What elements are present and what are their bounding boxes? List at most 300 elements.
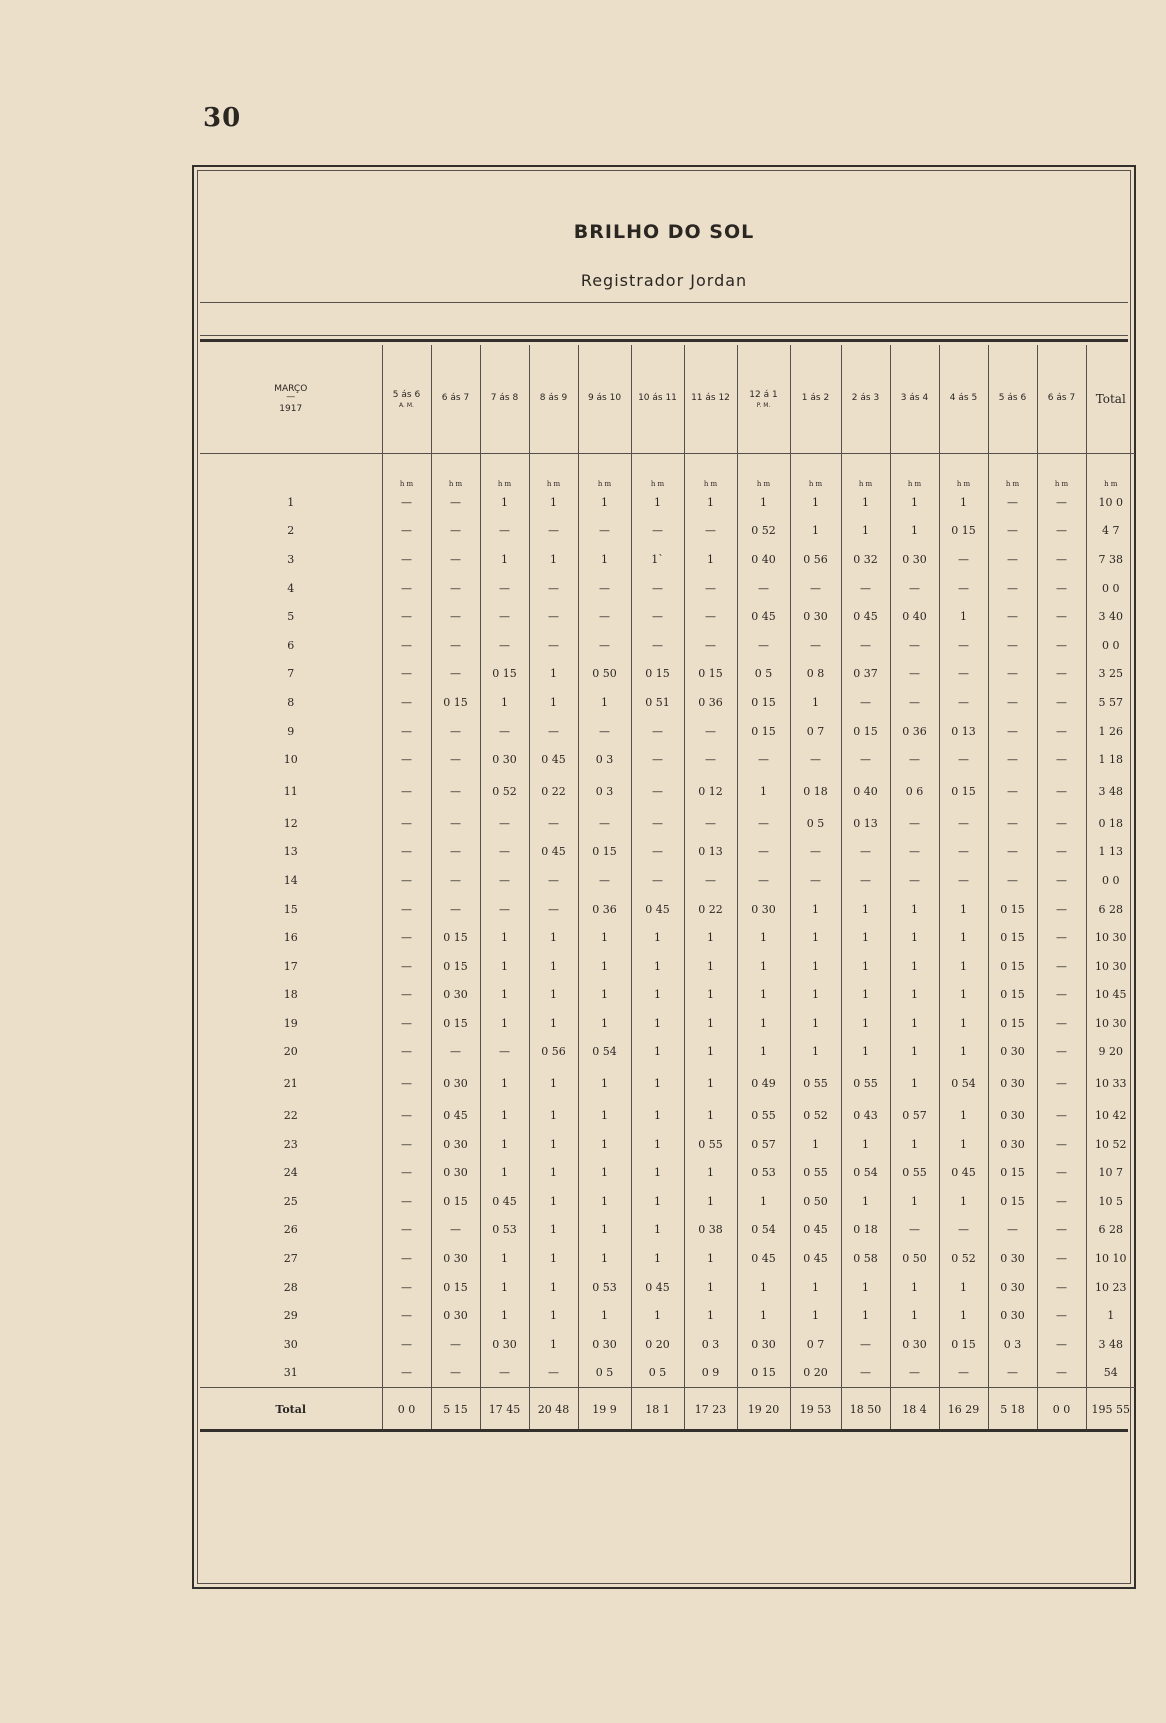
row-total-cell: 1 18 (1086, 745, 1135, 774)
hour-cell: — (382, 1187, 431, 1216)
hour-cell: 1 (841, 1009, 890, 1038)
day-cell: 8 (287, 695, 295, 709)
hour-cell: 0 52 (790, 1101, 841, 1130)
hour-cell: 1 (841, 981, 890, 1010)
hour-cell: — (988, 838, 1037, 867)
hour-cell: — (1037, 745, 1086, 774)
hour-cell: 1 (939, 1187, 988, 1216)
hour-cell: — (382, 774, 431, 809)
hour-cell: 0 38 (684, 1216, 737, 1245)
hour-cell: — (480, 809, 529, 838)
hour-cell: — (382, 981, 431, 1010)
hour-cell: — (1037, 1130, 1086, 1159)
unit-cell: h m (841, 454, 890, 489)
hour-cell: 0 6 (890, 774, 939, 809)
table-row (200, 574, 1135, 603)
hour-cell: 0 13 (684, 838, 737, 867)
hour-cell: 1 (790, 1038, 841, 1067)
table-row (200, 745, 1135, 774)
hour-cell: — (939, 745, 988, 774)
hour-cell: 1 (790, 1009, 841, 1038)
hour-cell: — (431, 1359, 480, 1388)
day-cell: 10 (283, 753, 298, 767)
page-title: BRILHO DO SOL (573, 221, 755, 243)
hour-cell: 1 (841, 488, 890, 517)
hour-cell: 1 (578, 1066, 631, 1101)
hour-cell: — (529, 574, 578, 603)
hour-cell: — (841, 1330, 890, 1359)
column-total-cell: 19 9 (578, 1388, 631, 1431)
hour-cell: 0 3 (684, 1330, 737, 1359)
hour-cell: — (939, 545, 988, 574)
day-cell: 26 (283, 1223, 298, 1237)
hour-cell: 1 (684, 923, 737, 952)
hour-cell: — (790, 574, 841, 603)
hour-cell: 0 30 (737, 895, 790, 924)
header-block (194, 167, 1134, 342)
unit-cell: h m (790, 454, 841, 489)
hour-cell: 0 45 (631, 895, 684, 924)
hour-cell: 0 36 (890, 717, 939, 746)
hour-cell: 1 (529, 1066, 578, 1101)
hour-cell: 1 (790, 952, 841, 981)
grand-total-cell: 195 55 (1086, 1388, 1135, 1431)
hour-cell: — (382, 545, 431, 574)
hour-cell: 1 (480, 923, 529, 952)
hour-cell: — (1037, 1359, 1086, 1388)
hour-cell: — (1037, 1330, 1086, 1359)
hour-cell: 1 (684, 1187, 737, 1216)
hour-cell: — (684, 717, 737, 746)
hour-cell: — (841, 574, 890, 603)
hour-cell: — (1037, 838, 1086, 867)
hour-cell: 0 53 (578, 1273, 631, 1302)
column-total-cell: 5 15 (431, 1388, 480, 1431)
hour-cell: 0 52 (480, 774, 529, 809)
table-row (200, 1359, 1135, 1388)
col-header-10: 3 ás 4 (890, 345, 939, 454)
column-total-cell: 5 18 (988, 1388, 1037, 1431)
hour-cell: 1 (737, 1009, 790, 1038)
hour-cell: 1 (737, 952, 790, 981)
hour-cell: — (1037, 1187, 1086, 1216)
row-total-cell: 0 18 (1086, 809, 1135, 838)
hour-cell: 0 22 (529, 774, 578, 809)
hour-cell: — (431, 1216, 480, 1245)
table-row (200, 631, 1135, 660)
table-frame (192, 165, 1136, 1589)
row-total-cell: 0 0 (1086, 574, 1135, 603)
hour-cell: — (841, 838, 890, 867)
hour-cell: 1 (939, 981, 988, 1010)
hour-cell: 0 30 (737, 1330, 790, 1359)
hour-cell: 1 (737, 1301, 790, 1330)
hour-cell: 1 (684, 1158, 737, 1187)
hour-cell: 1 (529, 1009, 578, 1038)
hour-cell: — (1037, 545, 1086, 574)
day-cell: 16 (283, 931, 298, 945)
hour-cell: 1 (841, 1187, 890, 1216)
hour-cell: 1 (890, 1066, 939, 1101)
hour-cell: 1 (480, 545, 529, 574)
col-header-0: 5 ás 6 A. M. (382, 345, 431, 454)
hour-cell: 0 20 (631, 1330, 684, 1359)
hour-cell: — (790, 631, 841, 660)
hour-cell: 1 (841, 1130, 890, 1159)
hour-cell: 1 (939, 1130, 988, 1159)
hour-cell: — (578, 717, 631, 746)
hour-cell: 1 (737, 1187, 790, 1216)
day-cell: 31 (283, 1366, 298, 1380)
col-header-2: 7 ás 8 (480, 345, 529, 454)
hour-cell: 1 (890, 1038, 939, 1067)
hour-cell: — (382, 745, 431, 774)
row-total-cell: 1 13 (1086, 838, 1135, 867)
day-cell: 28 (283, 1280, 298, 1294)
hour-cell: 1 (529, 488, 578, 517)
row-total-cell: 10 0 (1086, 488, 1135, 517)
hour-cell: 1 (939, 895, 988, 924)
table-row (200, 1330, 1135, 1359)
hour-cell: 0 56 (790, 545, 841, 574)
divider (200, 302, 1128, 303)
unit-cell: h m (1037, 454, 1086, 489)
unit-cell: h m (737, 454, 790, 489)
hour-cell: 1 (890, 895, 939, 924)
hour-cell: — (1037, 574, 1086, 603)
hour-cell: 1 (631, 923, 684, 952)
hour-cell: — (890, 838, 939, 867)
table-row (200, 981, 1135, 1010)
hour-cell: 1 (684, 981, 737, 1010)
hour-cell: 0 8 (790, 660, 841, 689)
hour-cell: — (480, 895, 529, 924)
hour-cell: — (1037, 1038, 1086, 1067)
hour-cell: 0 49 (737, 1066, 790, 1101)
hour-cell: 1 (480, 981, 529, 1010)
hour-cell: — (382, 1273, 431, 1302)
hour-cell: 1 (841, 1038, 890, 1067)
hour-cell: 0 30 (988, 1244, 1037, 1273)
day-cell: 4 (287, 581, 295, 595)
hour-cell: 0 15 (939, 1330, 988, 1359)
hour-cell: 1 (890, 1009, 939, 1038)
hour-cell: 1 (631, 981, 684, 1010)
hour-cell: 1 (890, 488, 939, 517)
col-header-5: 10 ás 11 (631, 345, 684, 454)
row-total-cell: 54 (1086, 1359, 1135, 1388)
unit-cell: h m (382, 454, 431, 489)
hour-cell: — (841, 745, 890, 774)
hour-cell: 0 40 (737, 545, 790, 574)
day-cell: 12 (283, 816, 298, 830)
column-total-cell: 17 23 (684, 1388, 737, 1431)
hour-cell: 1 (684, 1009, 737, 1038)
year-label: 1917 (279, 404, 303, 414)
hour-cell: — (382, 809, 431, 838)
hour-cell: 0 5 (737, 660, 790, 689)
hour-cell: 0 36 (578, 895, 631, 924)
row-total-cell: 10 10 (1086, 1244, 1135, 1273)
hour-cell: 0 45 (841, 602, 890, 631)
hour-cell: — (988, 1359, 1037, 1388)
hour-cell: — (480, 574, 529, 603)
hour-cell: 1 (529, 1273, 578, 1302)
totals-row (200, 1388, 1135, 1431)
hour-cell: — (1037, 866, 1086, 895)
row-total-cell: 5 57 (1086, 688, 1135, 717)
hour-cell: 0 5 (631, 1359, 684, 1388)
page-subtitle: Registrador Jordan (580, 271, 748, 290)
hour-cell: 1 (684, 1038, 737, 1067)
hour-cell: 0 15 (480, 660, 529, 689)
hour-cell: 0 30 (480, 1330, 529, 1359)
table-row (200, 602, 1135, 631)
unit-cell: h m (939, 454, 988, 489)
hour-cell: 0 45 (480, 1187, 529, 1216)
hour-cell: 1 (578, 1101, 631, 1130)
hour-cell: 0 30 (431, 1158, 480, 1187)
hour-cell: — (737, 809, 790, 838)
hour-cell: 1 (939, 602, 988, 631)
table-row (200, 1301, 1135, 1330)
hour-cell: 1 (890, 923, 939, 952)
hour-cell: — (382, 895, 431, 924)
totals-label: Total (200, 1388, 382, 1431)
hour-cell: — (382, 717, 431, 746)
table-row (200, 809, 1135, 838)
hour-cell: 0 15 (988, 952, 1037, 981)
hour-cell: — (988, 631, 1037, 660)
hour-cell: 1 (529, 1244, 578, 1273)
table-row (200, 1273, 1135, 1302)
hour-cell: — (382, 1130, 431, 1159)
hour-cell: 1 (790, 1301, 841, 1330)
hour-cell: — (890, 866, 939, 895)
hour-cell: — (631, 717, 684, 746)
hour-cell: — (841, 631, 890, 660)
hour-cell: 0 45 (790, 1216, 841, 1245)
hour-cell: — (737, 838, 790, 867)
hour-cell: 1 (790, 981, 841, 1010)
hour-cell: 1 (890, 1187, 939, 1216)
row-total-cell: 1 26 (1086, 717, 1135, 746)
hour-cell: 1 (684, 488, 737, 517)
hour-cell: 1 (939, 923, 988, 952)
hour-cell: 0 15 (431, 923, 480, 952)
hour-cell: — (1037, 660, 1086, 689)
hour-cell: 0 3 (578, 745, 631, 774)
day-cell: 11 (283, 784, 298, 798)
hour-cell: 1 (790, 923, 841, 952)
hour-cell: — (684, 631, 737, 660)
hour-cell: — (529, 809, 578, 838)
sunshine-table (200, 345, 1135, 1430)
hour-cell: 0 30 (988, 1301, 1037, 1330)
hour-cell: 0 52 (737, 517, 790, 546)
table-row (200, 1216, 1135, 1245)
total-col-header: Total (1086, 345, 1135, 454)
hour-cell: 1 (684, 1244, 737, 1273)
hour-cell: 0 30 (578, 1330, 631, 1359)
hour-cell: — (431, 809, 480, 838)
hour-cell: — (382, 602, 431, 631)
col-header-9: 2 ás 3 (841, 345, 890, 454)
divider (200, 1429, 1128, 1432)
hour-cell: — (890, 574, 939, 603)
day-cell: 2 (287, 524, 295, 538)
row-total-cell: 6 28 (1086, 1216, 1135, 1245)
hour-cell: — (382, 923, 431, 952)
hour-cell: — (631, 866, 684, 895)
hour-cell: — (988, 866, 1037, 895)
unit-cell: h m (684, 454, 737, 489)
hour-cell: 0 30 (988, 1273, 1037, 1302)
col-header-12: 5 ás 6 (988, 345, 1037, 454)
row-total-cell: 10 45 (1086, 981, 1135, 1010)
hour-cell: — (841, 1359, 890, 1388)
hour-cell: 1 (631, 1038, 684, 1067)
row-total-cell: 3 40 (1086, 602, 1135, 631)
unit-cell: h m (988, 454, 1037, 489)
hour-cell: — (1037, 1244, 1086, 1273)
hour-cell: 0 9 (684, 1359, 737, 1388)
hour-cell: — (939, 838, 988, 867)
day-cell: 6 (287, 638, 295, 652)
hour-cell: 1 (578, 1244, 631, 1273)
hour-cell: 1 (737, 1273, 790, 1302)
hour-cell: — (1037, 809, 1086, 838)
hour-cell: 1 (480, 1130, 529, 1159)
hour-cell: 0 30 (431, 1301, 480, 1330)
hour-cell: 0 15 (939, 774, 988, 809)
hour-cell: 1 (480, 1244, 529, 1273)
day-cell: 24 (283, 1166, 298, 1180)
hour-cell: 0 50 (890, 1244, 939, 1273)
hour-cell: 1 (529, 1301, 578, 1330)
row-total-cell: 0 0 (1086, 631, 1135, 660)
hour-cell: 0 13 (841, 809, 890, 838)
hour-cell: — (1037, 517, 1086, 546)
col-header-4: 9 ás 10 (578, 345, 631, 454)
hour-cell: — (890, 809, 939, 838)
hour-cell: — (890, 660, 939, 689)
hour-cell: 0 3 (988, 1330, 1037, 1359)
hour-cell: 1 (684, 1101, 737, 1130)
hour-cell: 1 (790, 1130, 841, 1159)
hour-cell: 0 56 (529, 1038, 578, 1067)
day-cell: 13 (283, 845, 298, 859)
hour-cell: 0 30 (431, 1066, 480, 1101)
hour-cell: — (431, 895, 480, 924)
hour-cell: — (431, 574, 480, 603)
hour-cell: — (988, 517, 1037, 546)
hour-cell: — (631, 574, 684, 603)
row-total-cell: 6 28 (1086, 895, 1135, 924)
month-header (200, 345, 382, 454)
unit-cell: h m (529, 454, 578, 489)
hour-cell: — (631, 602, 684, 631)
hour-cell: 1 (578, 545, 631, 574)
month-dash: — (286, 392, 296, 402)
hour-cell: 0 30 (988, 1130, 1037, 1159)
hour-cell: 1 (841, 895, 890, 924)
column-total-cell: 19 53 (790, 1388, 841, 1431)
hour-cell: 1 (578, 1187, 631, 1216)
hour-cell: 0 15 (737, 1359, 790, 1388)
hour-cell: — (631, 838, 684, 867)
hour-cell: — (578, 574, 631, 603)
col-header-3: 8 ás 9 (529, 345, 578, 454)
hour-cell: — (988, 1216, 1037, 1245)
row-total-cell: 10 42 (1086, 1101, 1135, 1130)
hour-cell: — (480, 866, 529, 895)
hour-cell: 1 (529, 1130, 578, 1159)
table-row (200, 660, 1135, 689)
row-total-cell: 9 20 (1086, 1038, 1135, 1067)
hour-cell: 1 (480, 488, 529, 517)
hour-cell: 1 (480, 1101, 529, 1130)
hour-cell: — (939, 660, 988, 689)
hour-cell: 0 52 (939, 1244, 988, 1273)
day-cell: 18 (283, 988, 298, 1002)
hour-cell: 1 (529, 1101, 578, 1130)
row-total-cell: 10 23 (1086, 1273, 1135, 1302)
hour-cell: 0 5 (578, 1359, 631, 1388)
col-header-8: 1 ás 2 (790, 345, 841, 454)
hour-cell: 1 (790, 688, 841, 717)
hour-cell: — (382, 1244, 431, 1273)
hour-cell: 1 (529, 981, 578, 1010)
hour-cell: — (529, 866, 578, 895)
table-row (200, 952, 1135, 981)
hour-cell: — (631, 809, 684, 838)
hour-cell: 0 57 (890, 1101, 939, 1130)
hour-cell: 0 15 (578, 838, 631, 867)
day-cell: 21 (283, 1077, 298, 1091)
row-total-cell: 4 7 (1086, 517, 1135, 546)
hour-cell: 0 18 (790, 774, 841, 809)
hour-cell: 1 (578, 1009, 631, 1038)
hour-cell: — (431, 745, 480, 774)
hour-cell: — (382, 866, 431, 895)
hour-cell: 1 (737, 488, 790, 517)
hour-cell: 0 55 (841, 1066, 890, 1101)
hour-cell: 1 (737, 923, 790, 952)
table-row (200, 1187, 1135, 1216)
hour-cell: — (684, 745, 737, 774)
unit-cell: h m (578, 454, 631, 489)
row-total-cell: 3 48 (1086, 774, 1135, 809)
hour-cell: 1 (480, 1273, 529, 1302)
hour-cell: 1 (939, 1273, 988, 1302)
hour-cell: 1 (529, 688, 578, 717)
hour-cell: — (480, 838, 529, 867)
unit-cell-empty (200, 454, 382, 489)
table-row (200, 1038, 1135, 1067)
column-total-cell: 0 0 (382, 1388, 431, 1431)
hour-cell: 0 50 (578, 660, 631, 689)
hour-cell: — (890, 631, 939, 660)
hour-cell: — (939, 688, 988, 717)
hour-cell: 1 (631, 952, 684, 981)
hour-cell: 1 (890, 952, 939, 981)
hour-cell: — (382, 1101, 431, 1130)
hour-cell: — (578, 631, 631, 660)
hour-cell: — (631, 774, 684, 809)
day-cell: 15 (283, 902, 298, 916)
hour-cell: 0 15 (841, 717, 890, 746)
